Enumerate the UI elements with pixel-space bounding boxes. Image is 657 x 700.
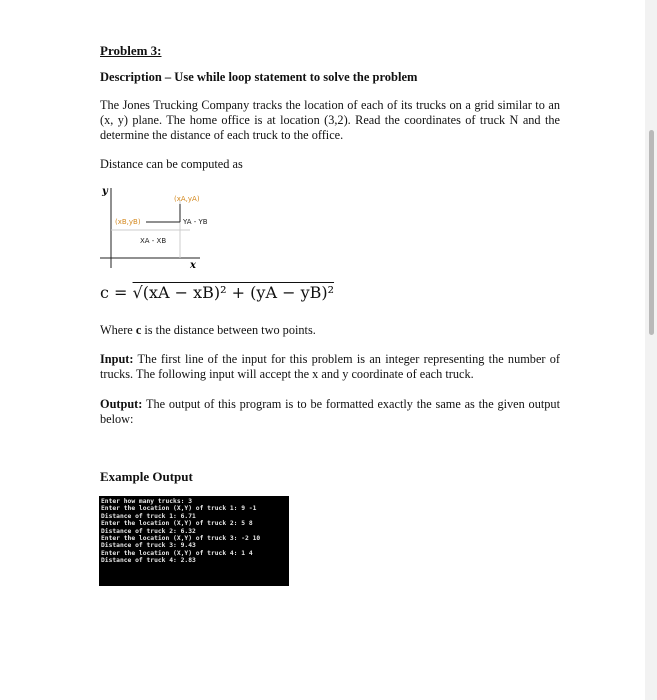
output-text: The output of this program is to be formatted exactly the same as the given output below:: [100, 397, 560, 426]
where-text: [100, 323, 560, 338]
terminal-line: Enter the location (X,Y) of truck 2: 5 8: [101, 520, 253, 528]
point-b-label: (xB,yB): [115, 218, 141, 226]
example-output-heading: Example Output: [100, 469, 193, 484]
terminal-line: Enter the location (X,Y) of truck 4: 1 4: [101, 549, 253, 557]
terminal-line: Distance of truck 3: 9.43: [101, 542, 196, 550]
terminal-output: [99, 496, 289, 586]
description-heading: Description – Use while loop statement to solve the problem: [100, 70, 418, 84]
terminal-line: Enter how many trucks: 3: [101, 498, 192, 505]
dy-label: YA - YB: [183, 218, 208, 226]
dx-label: XA - XB: [140, 237, 167, 245]
problem-paragraph: The Jones Trucking Company tracks the location of each of its trucks on a grid similar to an (x, y) plane. The home office is at location (3,2). Read the coordinates of truck N and the determine the distance of each truck to the office.: [100, 98, 560, 142]
output-description: [100, 397, 560, 427]
where-variable: c: [135, 323, 142, 337]
scrollbar-thumb[interactable]: [649, 130, 654, 335]
terminal-line: Distance of truck 2: 6.32: [101, 527, 196, 535]
output-label: Output:: [100, 397, 143, 411]
terminal-line: Distance of truck 1: 6.71: [101, 512, 196, 520]
x-axis-label: x: [190, 260, 196, 271]
input-description: [100, 352, 560, 382]
distance-formula: [100, 283, 334, 302]
vertical-scrollbar[interactable]: [645, 0, 657, 700]
problem-title: Problem 3:: [100, 43, 162, 58]
where-prefix: Where: [100, 323, 136, 337]
terminal-line: Distance of truck 4: 2.83: [101, 557, 196, 565]
point-a-label: (xA,yA): [174, 195, 200, 203]
terminal-line: Enter the location (X,Y) of truck 1: 9 -1: [101, 505, 257, 513]
where-suffix: is the distance between two points.: [141, 323, 316, 337]
formula-lhs: c =: [100, 283, 128, 302]
distance-intro: Distance can be computed as: [100, 157, 243, 171]
formula-rhs: √(xA − xB)² + (yA − yB)²: [132, 283, 335, 302]
input-label: Input:: [100, 352, 134, 366]
y-axis-label: y: [102, 186, 108, 197]
distance-diagram: [100, 180, 220, 272]
terminal-line: Enter the location (X,Y) of truck 3: -2 10: [101, 535, 261, 543]
input-text: The first line of the input for this problem is an integer representing the number of trucks. The following input will accept the x and y coordinate of each truck.: [100, 352, 560, 381]
